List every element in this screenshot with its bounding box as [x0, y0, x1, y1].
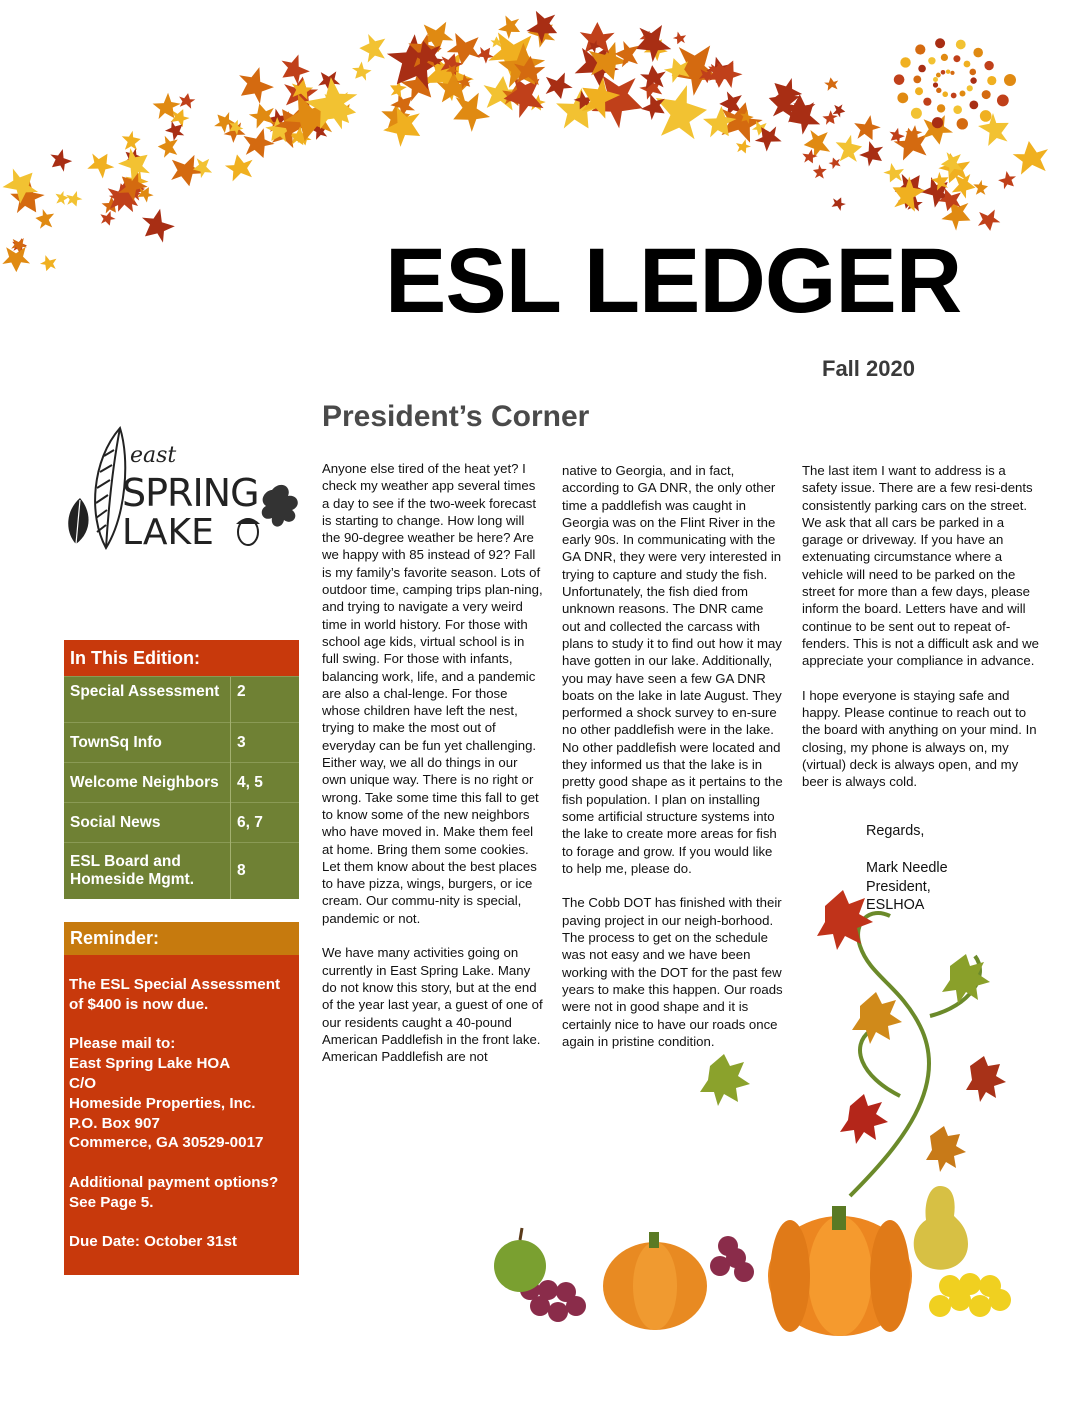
leaf-icon [935, 38, 945, 48]
toc-row-pages: 2 [231, 677, 300, 723]
leaf-icon [957, 118, 968, 129]
toc-row-pages: 6, 7 [231, 803, 300, 843]
leaf-icon [835, 133, 865, 165]
leaf-icon [941, 54, 948, 61]
toc-row-pages: 8 [231, 843, 300, 899]
leaf-icon [823, 76, 839, 91]
leaf-icon [851, 113, 884, 145]
leaf-icon [881, 162, 907, 187]
leaf-icon [10, 238, 27, 254]
leaf-icon [671, 31, 688, 47]
east-spring-lake-logo [62, 420, 302, 560]
leaf-icon [223, 151, 256, 182]
leaf-icon [987, 76, 996, 85]
leaf-icon [177, 92, 196, 109]
leaf-icon [973, 179, 990, 197]
toc-row-title: ESL Board and Homeside Mgmt. [64, 843, 231, 899]
reminder-heading: Reminder: [64, 922, 299, 955]
leaf-icon [982, 90, 991, 99]
toc-row-pages: 3 [231, 723, 300, 763]
leaf-icon [950, 71, 954, 75]
toc-row [64, 723, 299, 763]
leaf-icon [121, 129, 143, 152]
leaf-icon [942, 91, 948, 97]
reminder-box [64, 922, 299, 1275]
leaf-icon [231, 63, 278, 110]
leaf-icon [2, 247, 30, 272]
leaf-icon [937, 104, 945, 112]
logo-east: east [130, 443, 177, 468]
leaf-icon [239, 127, 278, 164]
leaf-icon [918, 65, 926, 73]
masthead-title: ESL LEDGER [385, 230, 962, 332]
logo-spring: SPRING [122, 471, 259, 515]
leaf-icon [933, 82, 938, 87]
leaf-icon [928, 57, 935, 64]
leaf-icon [34, 208, 55, 230]
yellow-grapes-icon [929, 1273, 1011, 1317]
leaf-icon [969, 100, 978, 109]
signoff: Regards, Mark Needle President, ESLHOA [866, 823, 948, 913]
toc-heading: In This Edition: [64, 640, 299, 677]
leaf-icon [936, 73, 941, 78]
leaf-icon [959, 91, 965, 97]
toc-row [64, 843, 299, 899]
leaf-icon [629, 20, 673, 66]
leaf-icon [923, 98, 931, 106]
apple-icon [494, 1228, 546, 1292]
leaf-icon [524, 7, 563, 48]
leaf-icon [956, 40, 966, 50]
leaf-icon [933, 77, 938, 82]
leaf-icon [996, 169, 1020, 193]
leaf-icon [964, 61, 971, 68]
leaf-icon [980, 110, 992, 122]
small-leaf-icon [68, 498, 88, 544]
leaf-icon [913, 75, 921, 83]
article-column-3: The last item I want to address is a safety issue. There are a few resi-dents consistently parking cars on the street. We ask that all cars be parked in a garage or driveway. If you have an extenuating circumstance where a vehicle will need to be parked on the street for more than a few days, please inform the board. Letters have and will continue to be sent out to repeat of-fenders. This is not a difficult ask and we appreciate your compliance in advance. I hope everyone is staying safe and happy. Please continue to reach out to the board with anything on your mind. In closing, my phone is always on, my (virtual) deck is always open, and my beer is always cold. [802, 463, 1040, 790]
leaf-icon [348, 60, 374, 85]
leaf-icon [359, 34, 385, 63]
leaf-icon [542, 72, 575, 103]
acorn-icon [236, 518, 260, 545]
leaf-icon [811, 163, 828, 180]
leaf-icon [967, 85, 973, 91]
pear-icon [914, 1186, 968, 1270]
leaf-icon [579, 22, 614, 54]
article-column-2: native to Georgia, and in fact, according to GA DNR, the only other time a paddlefish was caught in Georgia was on the Flint River in the early 90s. In communicating with the GA DNR, they were very interested in trying to capture and study the fish. Unfortunately, the fish died from unknown reasons. The DNR came out and collected the carcass with plans to study it to find out how it may have gotten in our lake. Additionally, you may have seen a few GA DNR boats on the lake in late August. They performed a shock survey to en-sure no other paddlefish were in the lake. No other paddlefish were located and they informed us that the lake is in pretty good shape as it pertains to the fish population. I plan on installing some artificial structure systems into the lake to create more areas for fish to forage and grow. If you would like to help me, please do. The Cobb DOT has finished with their paving project in our neigh-borhood. The process to get on the schedule was not easy and we have been working with the DOT for the past few years to make this happen. Our roads were not in good shape and it is certainly nice to have our roads once again in pristine condition. [562, 463, 783, 1049]
edition-label: Fall 2020 [822, 356, 915, 381]
harvest-illustration [430, 866, 1030, 1342]
leaf-icon [857, 138, 889, 171]
reminder-body: The ESL Special Assessment of $400 is now due. Please mail to: East Spring Lake HOA C/O Homeside Properties, Inc. P.O. Box 907 Commerce, GA 30529-0017 Additional payment options? See Page 5. Due Date: October 31st [69, 976, 281, 1251]
toc-row [64, 763, 299, 803]
leaf-icon [953, 105, 962, 114]
leaf-icon [55, 191, 69, 206]
leaf-icon [970, 77, 976, 83]
leaf-icon [900, 57, 910, 67]
leaf-icon [167, 154, 205, 190]
toc-row-pages: 4, 5 [231, 763, 300, 803]
leaf-icon [1011, 139, 1051, 176]
leaf-icon [969, 69, 976, 76]
leaf-icon [655, 83, 711, 144]
logo-lake: LAKE [122, 512, 214, 553]
toc-row-title: TownSq Info [64, 723, 231, 763]
leaf-icon [997, 95, 1009, 107]
toc-row [64, 677, 299, 723]
leaf-icon [946, 69, 950, 73]
leaf-icon [897, 92, 908, 103]
feather-leaf-icon [95, 428, 125, 548]
leaf-icon [134, 205, 177, 249]
leaf-icon [915, 44, 925, 54]
leaf-icon [973, 48, 983, 58]
leaf-icon [915, 87, 923, 95]
leaf-icon [932, 117, 943, 128]
toc-row [64, 803, 299, 843]
toc-row-title: Social News [64, 803, 231, 843]
pumpkin-icon [603, 1206, 912, 1336]
leaf-icon [386, 78, 408, 101]
leaf-icon [951, 93, 957, 99]
leaf-icon [936, 88, 941, 93]
leaf-icon [830, 195, 848, 212]
leaf-icon [274, 51, 312, 90]
oak-leaf-icon [262, 485, 298, 527]
leaf-icon [64, 190, 84, 209]
leaf-icon [827, 155, 842, 169]
leaf-icon [953, 55, 960, 62]
article-column-1: Anyone else tired of the heat yet? I check my weather app several times a day to see if the two-week forecast is starting to change. How long will the 90-degree weather be here? Are we happy with 85 instead of 92? Fall is my family’s favorite season. Lots of outdoor time, camping trips plan-ning, and trying to navigate a very weird time in world history. For those with school age kids, virtual school is in full swing. For those with infants, balancing work, life, and a pandemic are also a chal-lenge. For those whose children have left the nest, trying to make the most out of everyday can be fun yet challenging. Either way, we all do things in our own unique way. There is no right or wrong. Take some time this fall to get to know some of the new neighbors who have moved in. Make them feel at home. Bring them some cookies. Let them know about the best places to have pizza, wings, burgers, or ice cream. Our commu-nity is special, pandemic or not. We have many activities going on currently in East Spring Lake. Many do not know this story, but at the end of the year last year, a guest of one of our residents caught a 40-pound American Paddlefish in the front lake. American Paddlefish are not [322, 461, 543, 1065]
leaf-icon [894, 74, 905, 85]
leaf-icon [38, 254, 58, 273]
autumn-leaf-icon [700, 890, 1006, 1172]
leaf-icon [750, 120, 784, 154]
toc-table [64, 640, 299, 899]
section-title: President’s Corner [322, 400, 590, 433]
toc-row-title: Special Assessment [64, 677, 231, 723]
leaf-icon [911, 108, 922, 119]
leaf-icon [984, 61, 993, 70]
leaf-icon [98, 210, 117, 228]
leaf-icon [1004, 74, 1016, 86]
leaf-icon [941, 70, 946, 75]
leaf-icon [45, 146, 74, 175]
toc-row-title: Welcome Neighbors [64, 763, 231, 803]
leaf-icon [84, 147, 119, 181]
